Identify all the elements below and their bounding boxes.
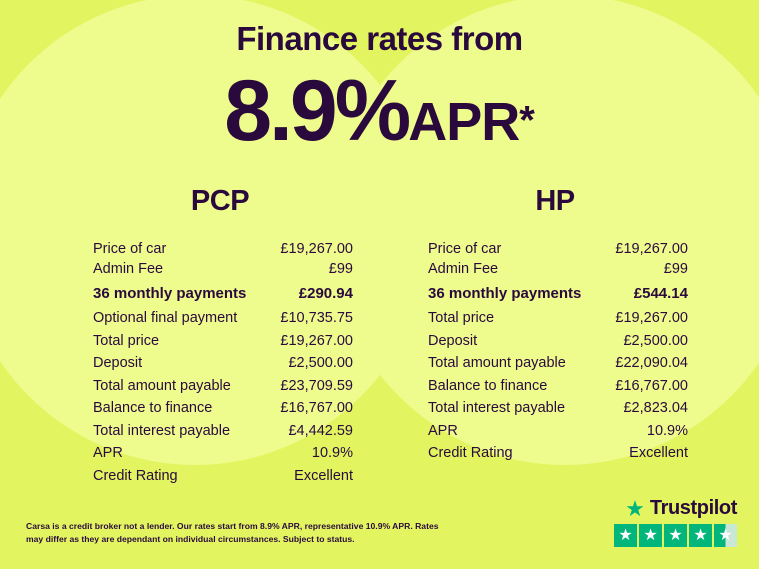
table-row-highlight [400,279,710,307]
star-icon: ★ [614,524,637,547]
row-value: £19,267.00 [280,241,353,257]
table-row [65,397,375,419]
row-label: Balance to finance [93,400,213,417]
row-value: £19,267.00 [615,310,688,327]
row-value: £23,709.59 [280,377,353,394]
row-label: Credit Rating [93,467,178,484]
star-icon: ★ [689,524,712,547]
rate-asterisk: * [519,98,535,143]
table-row [400,260,710,280]
row-value: 10.9% [646,422,688,439]
rate-number: 8.9% [224,63,409,159]
rows-hp [400,240,710,465]
legal-footnote: Carsa is a credit broker not a lender. Our rates start from 8.9% APR, representative 10.9% APR. Rates may differ as they are dependant on individual circumstances. Subject to status. [26,521,439,544]
row-label: Deposit [428,332,478,349]
row-value: £99 [328,260,353,277]
table-row [65,420,375,442]
table-row [400,420,710,442]
trustpilot-name: Trustpilot [649,497,737,519]
row-value: £16,767.00 [615,377,688,394]
half-star-icon: ★ [714,524,737,547]
star-icon: ★ [664,524,687,547]
table-row-highlight [65,279,375,307]
finance-table-hp [400,185,710,465]
table-row [65,240,375,260]
table-row [400,307,710,329]
row-value: £2,500.00 [623,332,688,349]
table-row [65,442,375,464]
rows-pcp [65,240,375,487]
column-title-pcp: PCP [190,185,250,217]
rate-apr-label: APR [408,92,520,152]
table-row [400,375,710,397]
row-label: Price of car [428,241,502,257]
row-label: Admin Fee [428,260,499,277]
row-value: £2,823.04 [623,400,688,417]
row-value: £99 [663,260,688,277]
row-label: APR [428,422,458,439]
row-label: Price of car [93,241,167,257]
row-label: 36 monthly payments [93,285,247,303]
row-value: £544.14 [633,285,688,303]
row-value: £4,442.59 [288,422,353,439]
row-value: £19,267.00 [615,241,688,257]
headline-rate [0,62,759,161]
star-icon: ★ [639,524,662,547]
row-label: Total interest payable [93,422,231,439]
table-row [400,330,710,352]
row-value: £10,735.75 [280,310,353,327]
row-value: £16,767.00 [280,400,353,417]
row-value: 10.9% [311,445,353,462]
table-row [400,352,710,374]
row-label: Total price [428,310,495,327]
row-label: Deposit [93,355,143,372]
row-label: Total amount payable [93,377,231,394]
star-icon: ★ [625,495,645,521]
trustpilot-wordmark [607,497,737,520]
table-row [65,330,375,352]
table-row [400,442,710,464]
row-value: Excellent [629,445,688,462]
row-value: £290.94 [298,285,353,303]
table-row [400,397,710,419]
row-value: Excellent [294,467,353,484]
row-value: £22,090.04 [615,355,688,372]
table-row [400,240,710,260]
row-label: Optional final payment [93,310,238,327]
row-label: Credit Rating [428,445,513,462]
row-label: Total price [93,332,160,349]
row-label: Admin Fee [93,260,164,277]
finance-table-pcp [65,185,375,487]
table-row [65,375,375,397]
table-row [65,307,375,329]
table-row [65,260,375,280]
row-label: Balance to finance [428,377,548,394]
row-value: £19,267.00 [280,332,353,349]
row-value: £2,500.00 [288,355,353,372]
column-title-hp: HP [535,185,575,217]
trustpilot-badge[interactable] [607,497,737,547]
page-title: Finance rates from [236,20,523,57]
table-row [65,352,375,374]
trustpilot-rating-stars [607,524,737,547]
row-label: Total amount payable [428,355,566,372]
row-label: APR [93,445,123,462]
table-row [65,465,375,487]
row-label: Total interest payable [428,400,566,417]
row-label: 36 monthly payments [428,285,582,303]
